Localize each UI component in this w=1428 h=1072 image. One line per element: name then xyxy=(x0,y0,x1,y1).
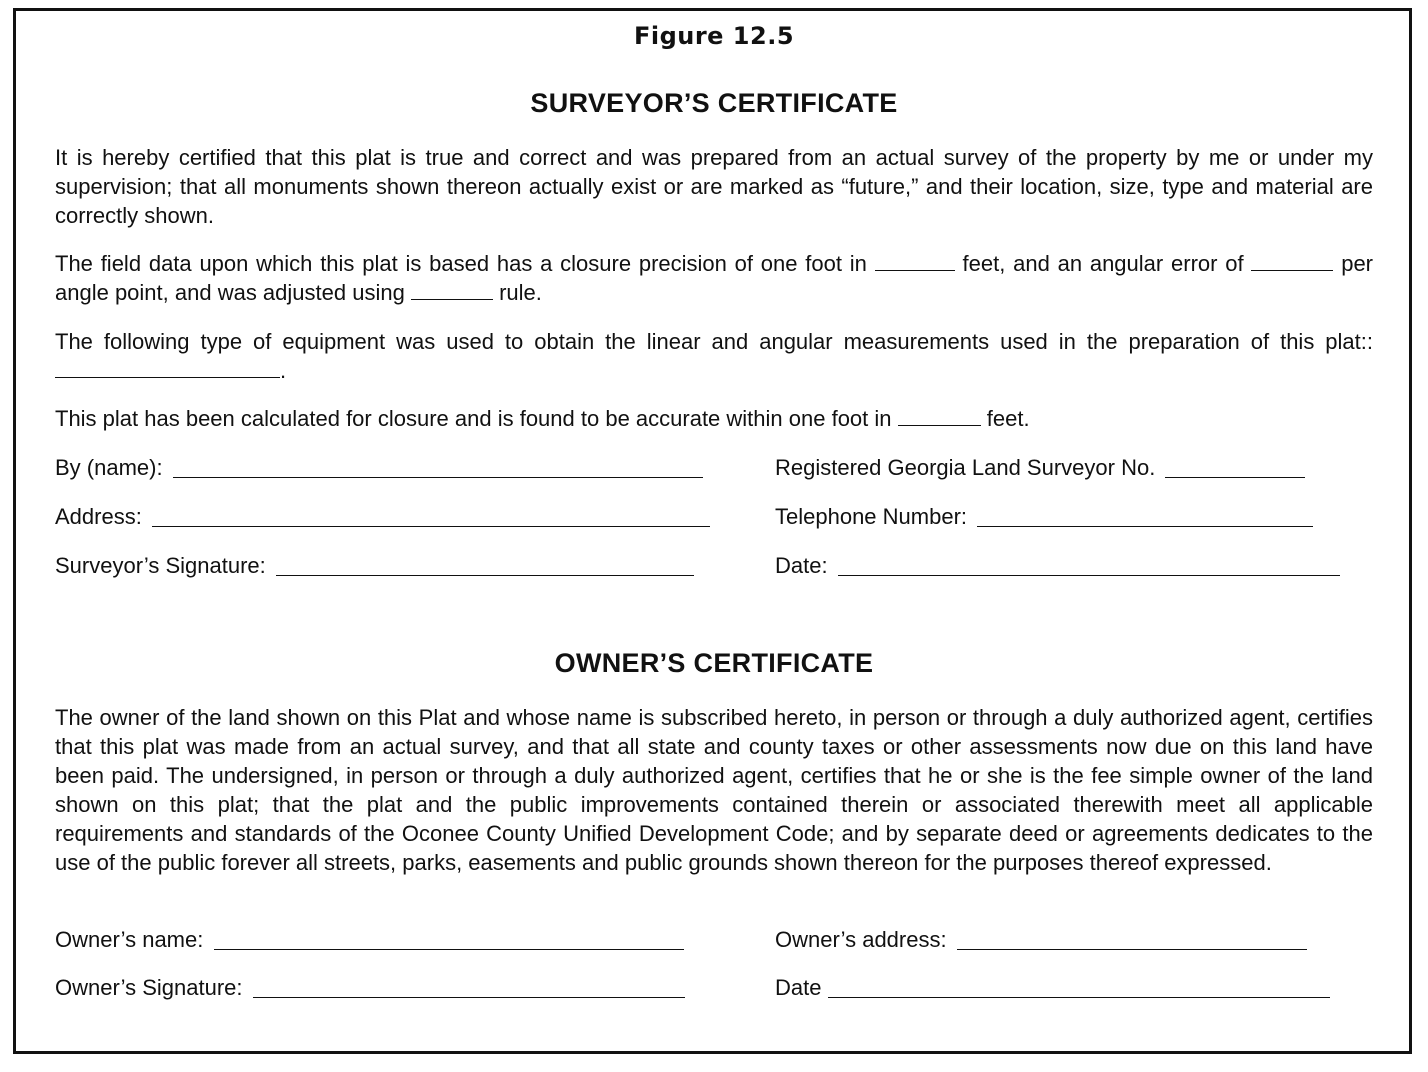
calculated-text-1: This plat has been calculated for closure and is found to be accurate within one foot in xyxy=(55,406,892,431)
owner-address-field xyxy=(775,925,1307,954)
surveyor-name-line[interactable] xyxy=(173,455,703,478)
owner-date-field xyxy=(775,973,1330,1002)
owner-certification-paragraph: The owner of the land shown on this Plat and whose name is subscribed hereto, in person or through a duly authorized agent, certifies that this plat was made from an actual survey, and that all state and county taxes or other assessments now due on this land have been paid. The undersigned, in person or through a duly authorized agent, certifies that he or she is the fee simple owner of the land shown on this plat; that the plat and the public improvements contained therein or associated therewith meet all applicable requirements and standards of the Oconee County Unified Development Code; and by separate deed or agreements dedicates to the use of the public forever all streets, parks, easements and public grounds shown thereon for the purposes thereof expressed. xyxy=(55,705,1373,875)
telephone-number-line[interactable] xyxy=(977,504,1313,527)
closure-text-3: per angle point, and was adjusted using xyxy=(55,251,1373,305)
angular-error-blank[interactable] xyxy=(1251,250,1333,271)
owner-signature-line[interactable] xyxy=(253,975,685,998)
surveyor-certification-paragraph: It is hereby certified that this plat is true and correct and was prepared from an actual survey of the property by me or under my supervision; that all monuments shown thereon actually exist or are marked as “future,” and their location, size, type and material are correctly shown. xyxy=(55,145,1373,228)
owner-signature-label: Owner’s Signature: xyxy=(55,975,243,1000)
equipment-paragraph xyxy=(55,327,1373,385)
surveyor-address-label: Address: xyxy=(55,504,142,529)
telephone-number-label: Telephone Number: xyxy=(775,504,968,529)
surveyor-address-field xyxy=(55,502,710,531)
registration-number-field xyxy=(775,453,1305,482)
owner-signature-field xyxy=(55,973,685,1002)
owner-address-label: Owner’s address: xyxy=(775,927,947,952)
adjustment-rule-blank[interactable] xyxy=(411,279,493,300)
owner-date-label: Date xyxy=(775,975,822,1000)
calculated-text-2: feet. xyxy=(986,406,1030,431)
surveyor-date-label: Date: xyxy=(775,553,828,578)
surveyor-name-label: By (name): xyxy=(55,455,163,480)
surveyor-signature-label: Surveyor’s Signature: xyxy=(55,553,266,578)
calculated-closure-paragraph xyxy=(55,404,1373,433)
calculated-closure-blank[interactable] xyxy=(898,405,981,426)
telephone-number-field xyxy=(775,502,1313,531)
closure-precision-paragraph xyxy=(55,249,1373,307)
surveyor-name-field xyxy=(55,453,703,482)
surveyor-date-line[interactable] xyxy=(838,553,1340,576)
owner-date-line[interactable] xyxy=(828,975,1330,998)
registration-number-line[interactable] xyxy=(1165,455,1305,478)
surveyor-signature-field xyxy=(55,551,694,580)
owner-name-label: Owner’s name: xyxy=(55,927,204,952)
equipment-blank[interactable] xyxy=(55,357,280,378)
surveyor-signature-line[interactable] xyxy=(276,553,694,576)
registration-number-label: Registered Georgia Land Surveyor No. xyxy=(775,455,1156,480)
closure-precision-blank[interactable] xyxy=(875,250,955,271)
surveyor-address-line[interactable] xyxy=(152,504,710,527)
owner-name-field xyxy=(55,925,684,954)
figure-label: Figure 12.5 xyxy=(633,22,795,50)
equipment-text-1: The following type of equipment was used to obtain the linear and angular measurements used in the preparation of this plat:: xyxy=(55,329,1373,354)
closure-text-2: feet, and an angular error of xyxy=(962,251,1244,276)
owner-address-line[interactable] xyxy=(957,927,1307,950)
surveyor-date-field xyxy=(775,551,1340,580)
closure-text-1: The field data upon which this plat is based has a closure precision of one foot in xyxy=(55,251,867,276)
closure-text-4: rule. xyxy=(499,280,542,305)
owner-certificate-heading: OWNER’S CERTIFICATE xyxy=(554,648,874,678)
equipment-text-2: . xyxy=(280,358,287,383)
surveyor-certificate-heading: SURVEYOR’S CERTIFICATE xyxy=(530,88,898,118)
owner-name-line[interactable] xyxy=(214,927,684,950)
